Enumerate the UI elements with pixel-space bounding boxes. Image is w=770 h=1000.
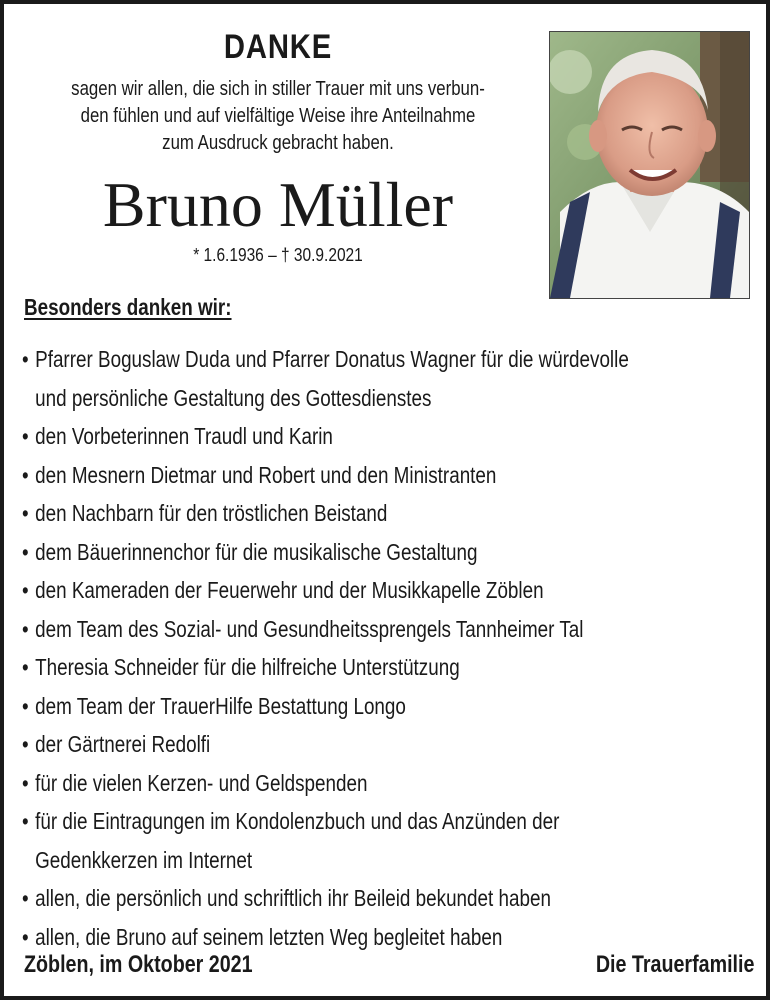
thanks-item-text (35, 879, 551, 918)
thanks-item (22, 340, 629, 417)
bullet-icon: • (22, 885, 29, 911)
thanks-item-line: Theresia Schneider für die hilfreiche Unterstützung (35, 654, 460, 680)
life-dates: * 1.6.1936 – † 30.9.2021 (193, 245, 363, 265)
deceased-name: Bruno Müller (102, 169, 454, 240)
thanks-item (22, 687, 629, 726)
thanks-item (22, 610, 629, 649)
thanks-item (22, 456, 629, 495)
thanks-item-line: für die vielen Kerzen- und Geldspenden (35, 769, 368, 796)
intro-line: sagen wir allen, die sich in stiller Trauer mit uns verbun- (71, 78, 485, 100)
bullet-icon: • (22, 769, 29, 796)
portrait-photo (549, 31, 750, 299)
thanks-item-line: den Mesnern Dietmar und Robert und den Ministranten (35, 461, 497, 488)
thanks-item (22, 494, 629, 533)
thanks-item-line: für die Eintragungen im Kondolenzbuch und das Anzünden der (35, 808, 560, 834)
signature: Die Trauerfamilie (595, 951, 754, 978)
bullet-icon: • (22, 538, 29, 565)
thanks-item-text (35, 687, 406, 726)
intro-line: den fühlen und auf vielfältige Weise ihre Anteilnahme (80, 105, 476, 127)
thanks-item-line: dem Bäuerinnenchor für die musikalische Gestaltung (35, 538, 478, 565)
thanks-item-line: und persönliche Gestaltung des Gottesdienstes (35, 384, 432, 411)
thanks-item-line: dem Team des Sozial- und Gesundheitssprengels Tannheimer Tal (35, 615, 584, 642)
thanks-item (22, 802, 629, 879)
bullet-icon: • (22, 615, 29, 642)
thanks-item-line: dem Team der TrauerHilfe Bestattung Longo (35, 692, 406, 719)
thanks-item-line: allen, die Bruno auf seinem letzten Weg begleitet haben (35, 923, 503, 950)
thanks-item-text (35, 417, 333, 456)
thanks-item-line: der Gärtnerei Redolfi (35, 731, 211, 757)
thanks-item-text (35, 494, 387, 533)
intro-text (24, 76, 532, 157)
thanks-item-line: allen, die persönlich und schriftlich ihr Beileid bekundet haben (35, 885, 551, 911)
thanks-title: Besonders danken wir: (24, 294, 232, 320)
thanks-item-text (35, 764, 367, 803)
bullet-icon: • (22, 577, 29, 603)
thanks-item-line: den Nachbarn für den tröstlichen Beistand (35, 500, 388, 526)
thanks-list (22, 340, 762, 956)
thanks-item-text (35, 725, 210, 764)
thanks-item-text (35, 610, 583, 649)
intro-line: zum Ausdruck gebracht haben. (162, 132, 394, 154)
notice-heading: DANKE (223, 28, 333, 66)
thanks-item-line: Pfarrer Boguslaw Duda und Pfarrer Donatus Wagner für die würdevolle (35, 346, 629, 372)
bullet-icon: • (22, 654, 29, 680)
thanks-item-text (35, 340, 629, 417)
thanks-item (22, 417, 629, 456)
thanks-item-line: den Vorbeterinnen Traudl und Karin (35, 423, 333, 449)
thanks-item (22, 764, 629, 803)
thanks-item-line: den Kameraden der Feuerwehr und der Musikkapelle Zöblen (35, 577, 544, 603)
thanks-item-text (35, 648, 460, 687)
place-date: Zöblen, im Oktober 2021 (24, 951, 253, 978)
thanks-item (22, 533, 629, 572)
thanks-item-text (35, 571, 543, 610)
thanks-item (22, 648, 629, 687)
thanks-item (22, 571, 629, 610)
bullet-icon: • (22, 692, 29, 719)
bullet-icon: • (22, 923, 29, 950)
bullet-icon: • (22, 500, 29, 526)
thanks-item-text (35, 533, 477, 572)
thanks-item-text (35, 802, 559, 879)
bullet-icon: • (22, 346, 29, 372)
bullet-icon: • (22, 423, 29, 449)
bullet-icon: • (22, 731, 29, 757)
thanks-item-line: Gedenkkerzen im Internet (35, 846, 253, 873)
thanks-item (22, 725, 629, 764)
bullet-icon: • (22, 461, 29, 488)
thanks-item-text (35, 456, 496, 495)
bullet-icon: • (22, 808, 29, 834)
thanks-item (22, 879, 629, 918)
